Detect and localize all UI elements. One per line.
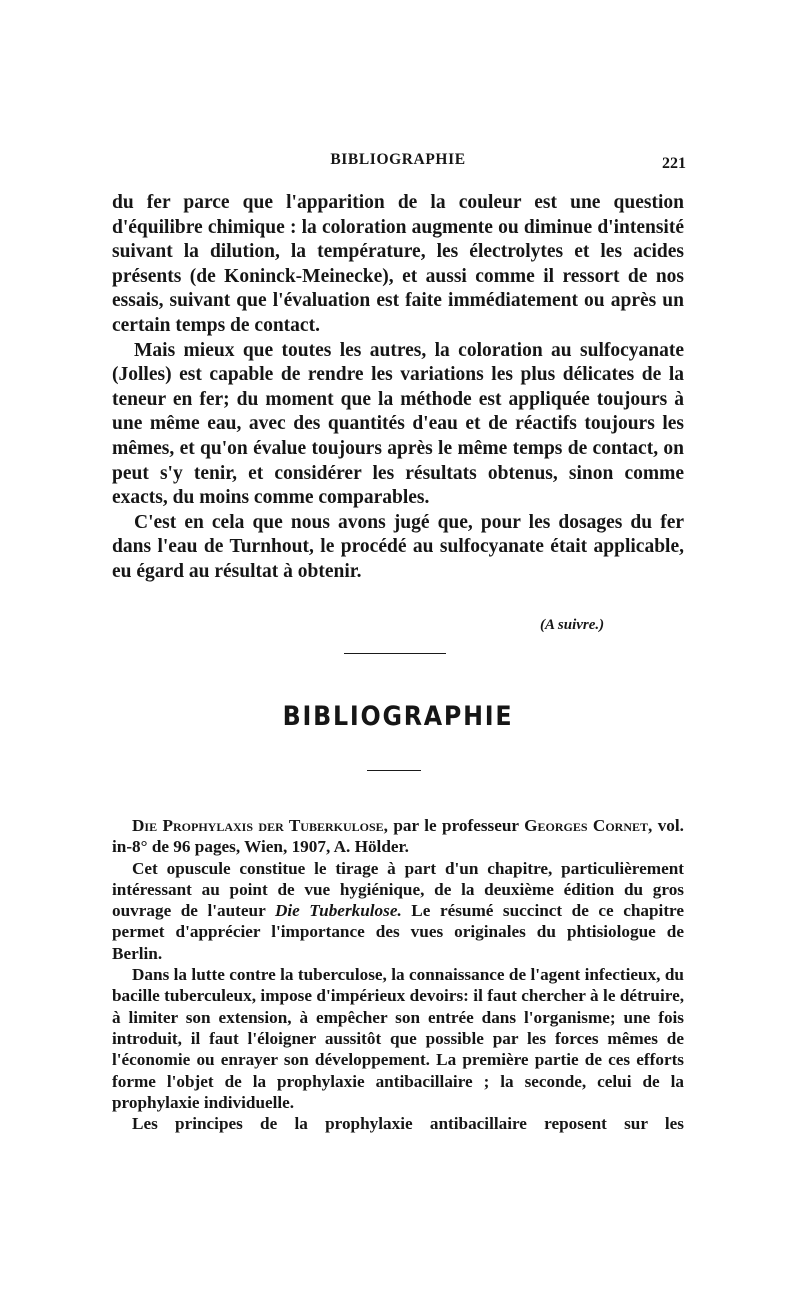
entry-publication: vol. in-8° de 96 pages, Wien, 1907, A. Hölder. [112,816,684,857]
review-paragraph-3: Les principes de la prophylaxie antibacillaire reposent sur les [132,1114,684,1134]
running-head [112,148,684,172]
paragraph-sulfocyanate: Mais mieux que toutes les autres, la coloration au sulfocyanate (Jolles) est capable de rendre les variations les plus délicates de la teneur en fer; du moment que la méthode est appliquée toujours à une même eau, avec des quantités d'eau et de réactifs toujours les mêmes, et qu'on évalue toujours après le même temps de contact, on peut s'y tenir, et considérer les résultats obtenus, sinon comme exacts, du moins comme comparables. [112,339,684,509]
paragraph-iron-coloration: du fer parce que l'apparition de la couleur est une question d'équilibre chimique : la coloration augmente ou diminue d'intensité suivant la dilution, la température, les électrolytes et les acides présents (de Koninck-Meinecke), et aussi comme il ressort de nos essais, suivant que l'évaluation est faite immédiatement ou après un certain temps de contact. [112,192,684,336]
review-paragraph-2: Dans la lutte contre la tuberculose, la connaissance de l'agent infectieux, du bacille tuberculeux, impose d'impérieux devoirs: il faut chercher à le détruire, à limiter son extension, à empêcher son entrée dans l'organisme; une fois introduit, il faut l'éloigner aussitôt que possible par les forces mêmes de l'économie ou enrayer son développement. La première partie de ces efforts forme l'objet de la prophylaxie antibacillaire ; la seconde, celui de la prophylaxie individuelle. [112,965,684,1112]
entry-author: Georges Cornet, [524,816,653,835]
entry-citation [112,815,684,858]
entry-title: Die Prophylaxis der Tuberkulose, [132,816,388,835]
review-paragraph-1 [112,858,684,964]
review-p1-end: Le résumé succinct de ce chapitre permet d'apprécier l'importance des vues originales du phtisiologue de Berlin. [112,901,684,963]
paragraph-turnhout: C'est en cela que nous avons jugé que, pour les dosages du fer dans l'eau de Turnhout, le procédé au sulfocyanate était applicable, eu égard au résultat à obtenir. [112,511,684,582]
page-number: 221 [662,155,686,172]
running-title: BIBLIOGRAPHIE [330,151,466,168]
to-be-continued-note: (A suivre.) [540,617,605,633]
review-p1-start: Cet opuscule constitue le tirage à part d'un chapitre, particulièrement intéressant au point de vue hygiénique, de la deuxième édition du gros ouvrage de l'auteur [112,858,684,921]
section-heading: BIBLIOGRAPHIE [282,701,514,732]
heading-underline-rule [367,770,421,771]
separator-rule [344,653,446,654]
continued-article-text [112,191,684,585]
review-book-title: Die Tuberkulose. [274,901,402,921]
entry-by: par le professeur [387,816,525,835]
bibliography-entry [112,815,684,1134]
